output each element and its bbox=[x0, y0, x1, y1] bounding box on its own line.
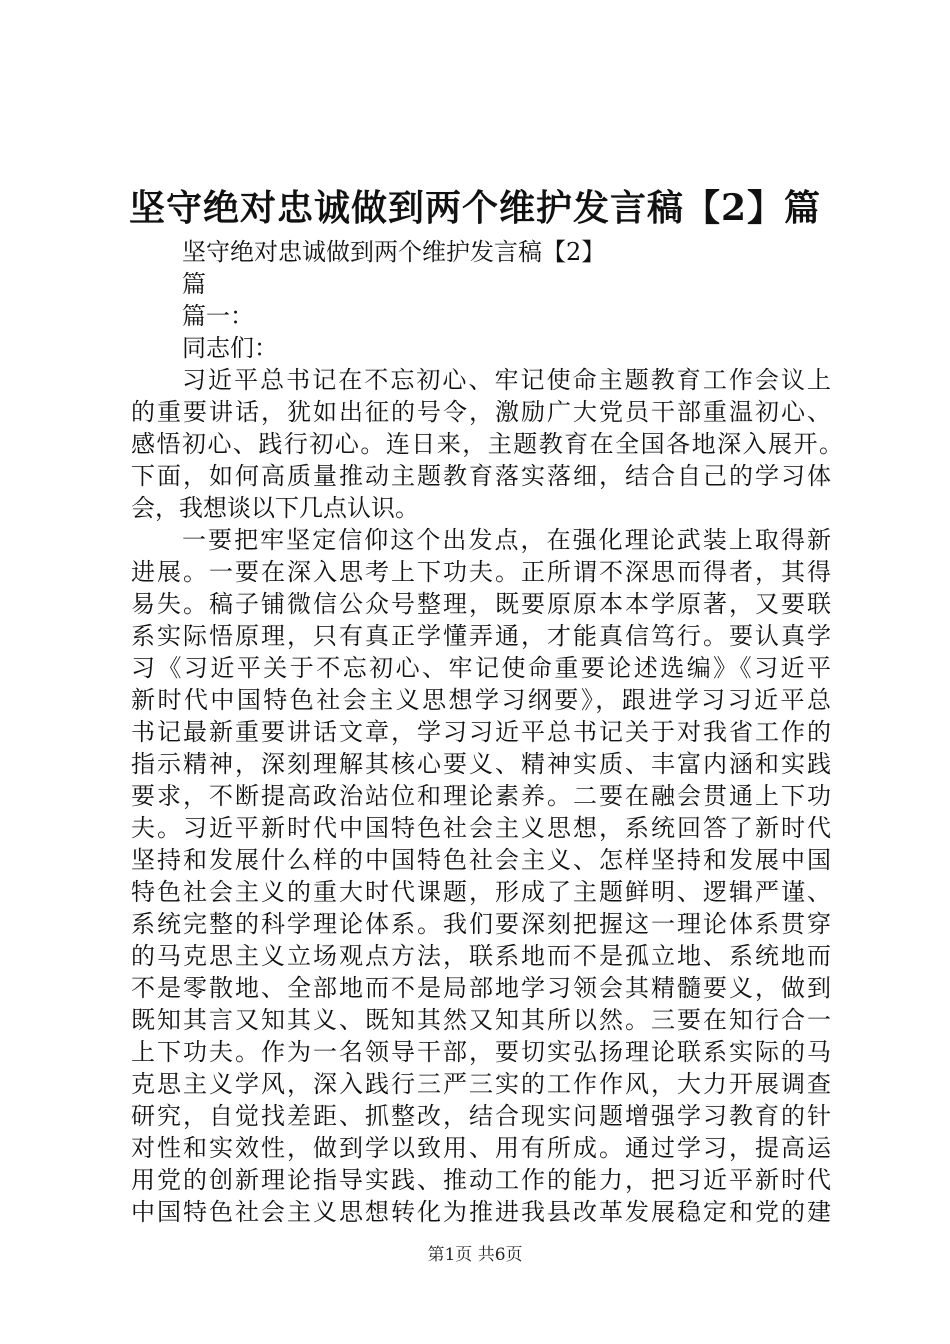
body-line-5: 会，我想谈以下几点认识。 bbox=[131, 494, 419, 522]
body-line-1: 习近平总书记在不忘初心、牢记使命主题教育工作会议上 bbox=[182, 366, 831, 394]
body-line-15: 夫。习近平新时代中国特色社会主义思想，系统回答了新时代 bbox=[131, 814, 831, 842]
body-line-13: 指示精神，深刻理解其核心要义、精神实质、丰富内涵和实践 bbox=[131, 750, 831, 778]
body-line-27: 中国特色社会主义思想转化为推进我县改革发展稳定和党的建 bbox=[131, 1198, 831, 1226]
body-line-18: 系统完整的科学理论体系。我们要深刻把握这一理论体系贯穿 bbox=[131, 910, 831, 938]
body-line-8: 易失。稿子铺微信公众号整理，既要原原本本学原著，又要联 bbox=[131, 590, 831, 618]
section-heading: 篇一： bbox=[182, 302, 254, 330]
body-line-22: 上下功夫。作为一名领导干部，要切实弘扬理论联系实际的马 bbox=[131, 1038, 831, 1066]
body-line-23: 克思主义学风，深入践行三严三实的工作作风，大力开展调查 bbox=[131, 1070, 831, 1098]
body-line-19: 的马克思主义立场观点方法，联系地而不是孤立地、系统地而 bbox=[131, 942, 831, 970]
body-line-2: 的重要讲话，犹如出征的号令，激励广大党员干部重温初心、 bbox=[131, 398, 831, 426]
body-line-3: 感悟初心、践行初心。连日来，主题教育在全国各地深入展开。 bbox=[131, 430, 843, 458]
body-line-11: 新时代中国特色社会主义思想学习纲要》，跟进学习习近平总 bbox=[131, 686, 831, 714]
body-line-24: 研究，自觉找差距、抓整改，结合现实问题增强学习教育的针 bbox=[131, 1102, 831, 1130]
body-line-9: 系实际悟原理，只有真正学懂弄通，才能真信笃行。要认真学 bbox=[131, 622, 831, 650]
page-footer: 第1页 共6页 bbox=[427, 1245, 523, 1265]
body-line-6: 一要把牢坚定信仰这个出发点，在强化理论武装上取得新 bbox=[182, 526, 831, 554]
subtitle-line-2: 篇 bbox=[182, 270, 206, 298]
body-line-7: 进展。一要在深入思考上下功夫。正所谓不深思而得者，其得 bbox=[131, 558, 831, 586]
body-line-20: 不是零散地、全部地而不是局部地学习领会其精髓要义，做到 bbox=[131, 974, 831, 1002]
body-line-4: 下面，如何高质量推动主题教育落实落细，结合自己的学习体 bbox=[131, 462, 831, 490]
body-line-12: 书记最新重要讲话文章，学习习近平总书记关于对我省工作的 bbox=[131, 718, 831, 746]
body-line-21: 既知其言又知其义、既知其然又知其所以然。三要在知行合一 bbox=[131, 1006, 831, 1034]
body-line-17: 特色社会主义的重大时代课题，形成了主题鲜明、逻辑严谨、 bbox=[131, 878, 831, 906]
body-line-25: 对性和实效性，做到学以致用、用有所成。通过学习，提高运 bbox=[131, 1134, 831, 1162]
salutation: 同志们： bbox=[182, 334, 278, 362]
body-line-10: 习《习近平关于不忘初心、牢记使命重要论述选编》《习近平 bbox=[131, 654, 831, 682]
subtitle-line-1: 坚守绝对忠诚做到两个维护发言稿【2】 bbox=[182, 238, 606, 266]
document-title: 坚守绝对忠诚做到两个维护发言稿【2】篇 bbox=[128, 187, 822, 229]
body-line-26: 用党的创新理论指导实践、推动工作的能力，把习近平新时代 bbox=[131, 1166, 831, 1194]
body-line-14: 要求，不断提高政治站位和理论素养。二要在融会贯通上下功 bbox=[131, 782, 831, 810]
body-line-16: 坚持和发展什么样的中国特色社会主义、怎样坚持和发展中国 bbox=[131, 846, 831, 874]
